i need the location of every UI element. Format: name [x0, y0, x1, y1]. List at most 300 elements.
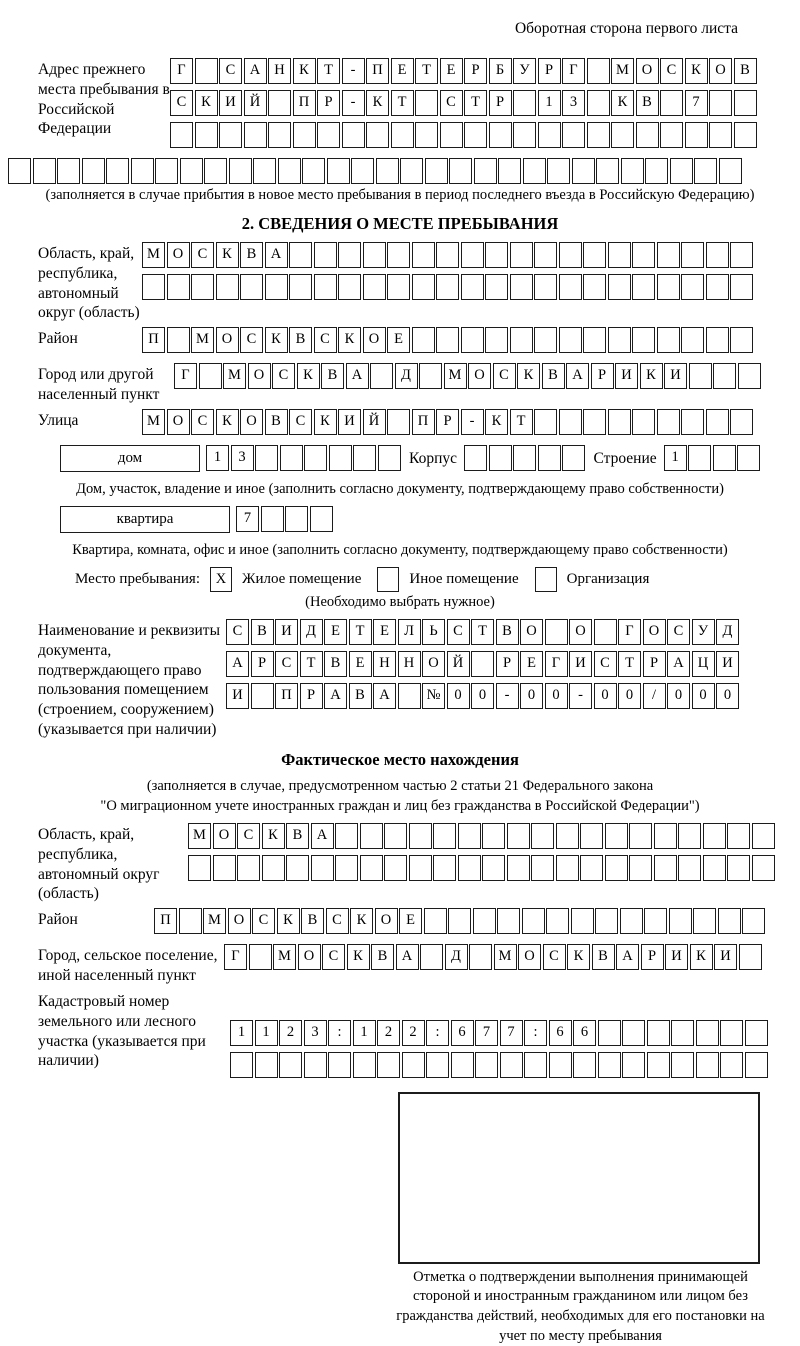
form-cell[interactable] — [327, 158, 350, 184]
form-cell[interactable] — [497, 908, 520, 934]
form-cell[interactable]: К — [216, 242, 239, 268]
form-cell[interactable]: 3 — [304, 1020, 327, 1046]
form-cell[interactable] — [338, 242, 361, 268]
form-cell[interactable]: К — [517, 363, 540, 389]
form-cell[interactable]: А — [324, 683, 347, 709]
form-cell[interactable]: Е — [399, 908, 422, 934]
form-cell[interactable]: С — [322, 944, 345, 970]
form-cell[interactable] — [538, 445, 561, 471]
form-cell[interactable]: И — [219, 90, 242, 116]
form-cell[interactable]: И — [569, 651, 592, 677]
form-cell[interactable]: Р — [538, 58, 561, 84]
form-cell[interactable] — [398, 683, 421, 709]
form-cell[interactable] — [179, 908, 202, 934]
form-cell[interactable]: К — [347, 944, 370, 970]
form-cell[interactable]: В — [321, 363, 344, 389]
form-cell[interactable] — [57, 158, 80, 184]
form-cell[interactable]: О — [468, 363, 491, 389]
form-cell[interactable]: У — [692, 619, 715, 645]
form-cell[interactable] — [244, 122, 267, 148]
form-cell[interactable] — [734, 90, 757, 116]
form-cell[interactable] — [461, 274, 484, 300]
form-cell[interactable]: 0 — [667, 683, 690, 709]
form-cell[interactable]: 0 — [471, 683, 494, 709]
form-cell[interactable]: И — [665, 944, 688, 970]
form-cell[interactable] — [596, 158, 619, 184]
form-cell[interactable] — [632, 409, 655, 435]
form-cell[interactable] — [131, 158, 154, 184]
form-cell[interactable] — [549, 1052, 572, 1078]
form-cell[interactable]: Н — [373, 651, 396, 677]
form-cell[interactable] — [709, 90, 732, 116]
form-cell[interactable]: П — [293, 90, 316, 116]
form-cell[interactable]: В — [324, 651, 347, 677]
form-cell[interactable]: И — [338, 409, 361, 435]
form-cell[interactable] — [314, 242, 337, 268]
form-cell[interactable] — [268, 90, 291, 116]
form-cell[interactable] — [745, 1052, 768, 1078]
form-cell[interactable] — [678, 855, 701, 881]
form-cell[interactable]: В — [265, 409, 288, 435]
form-cell[interactable]: М — [273, 944, 296, 970]
form-cell[interactable] — [696, 1020, 719, 1046]
form-cell[interactable] — [713, 363, 736, 389]
form-cell[interactable] — [458, 855, 481, 881]
form-cell[interactable] — [719, 158, 742, 184]
form-cell[interactable]: 1 — [206, 445, 229, 471]
form-cell[interactable] — [703, 823, 726, 849]
form-cell[interactable] — [587, 58, 610, 84]
form-cell[interactable] — [718, 908, 741, 934]
form-cell[interactable] — [507, 855, 530, 881]
form-cell[interactable]: Р — [436, 409, 459, 435]
form-cell[interactable]: 6 — [573, 1020, 596, 1046]
form-cell[interactable] — [237, 855, 260, 881]
form-cell[interactable] — [657, 274, 680, 300]
form-cell[interactable] — [353, 1052, 376, 1078]
form-cell[interactable]: Н — [398, 651, 421, 677]
form-cell[interactable] — [534, 274, 557, 300]
form-cell[interactable] — [534, 242, 557, 268]
form-cell[interactable] — [706, 274, 729, 300]
form-cell[interactable] — [605, 855, 628, 881]
form-cell[interactable] — [458, 823, 481, 849]
form-cell[interactable] — [629, 823, 652, 849]
form-cell[interactable] — [538, 122, 561, 148]
form-cell[interactable]: Е — [373, 619, 396, 645]
form-cell[interactable]: М — [494, 944, 517, 970]
form-cell[interactable]: К — [485, 409, 508, 435]
form-cell[interactable]: Р — [300, 683, 323, 709]
form-cell[interactable]: С — [237, 823, 260, 849]
form-cell[interactable]: Р — [643, 651, 666, 677]
form-cell[interactable] — [376, 158, 399, 184]
form-cell[interactable] — [583, 274, 606, 300]
form-cell[interactable]: А — [667, 651, 690, 677]
form-cell[interactable] — [464, 445, 487, 471]
form-cell[interactable] — [669, 908, 692, 934]
form-cell[interactable] — [522, 908, 545, 934]
form-cell[interactable]: 1 — [353, 1020, 376, 1046]
form-cell[interactable] — [647, 1052, 670, 1078]
form-cell[interactable] — [448, 908, 471, 934]
form-cell[interactable] — [229, 158, 252, 184]
form-cell[interactable] — [611, 122, 634, 148]
form-cell[interactable]: Г — [174, 363, 197, 389]
form-cell[interactable] — [660, 122, 683, 148]
form-cell[interactable] — [475, 1052, 498, 1078]
form-cell[interactable]: № — [422, 683, 445, 709]
form-cell[interactable] — [255, 445, 278, 471]
form-cell[interactable] — [587, 122, 610, 148]
form-cell[interactable] — [513, 122, 536, 148]
form-cell[interactable]: 0 — [545, 683, 568, 709]
form-cell[interactable] — [742, 908, 765, 934]
form-cell[interactable]: Г — [618, 619, 641, 645]
form-cell[interactable] — [727, 823, 750, 849]
form-cell[interactable]: Д — [445, 944, 468, 970]
form-cell[interactable]: 0 — [520, 683, 543, 709]
form-cell[interactable] — [482, 823, 505, 849]
form-cell[interactable] — [681, 242, 704, 268]
form-cell[interactable]: С — [667, 619, 690, 645]
form-cell[interactable] — [342, 122, 365, 148]
form-cell[interactable]: 3 — [231, 445, 254, 471]
form-cell[interactable]: Т — [349, 619, 372, 645]
form-cell[interactable] — [489, 445, 512, 471]
form-cell[interactable] — [377, 1052, 400, 1078]
form-cell[interactable] — [335, 855, 358, 881]
form-cell[interactable] — [605, 823, 628, 849]
form-cell[interactable] — [660, 90, 683, 116]
form-cell[interactable]: Й — [363, 409, 386, 435]
form-cell[interactable]: - — [461, 409, 484, 435]
form-cell[interactable]: С — [252, 908, 275, 934]
form-cell[interactable] — [730, 274, 753, 300]
form-cell[interactable] — [737, 445, 760, 471]
form-cell[interactable]: А — [311, 823, 334, 849]
form-cell[interactable] — [436, 274, 459, 300]
form-cell[interactable] — [545, 619, 568, 645]
form-cell[interactable] — [727, 855, 750, 881]
form-cell[interactable] — [461, 327, 484, 353]
form-cell[interactable]: О — [375, 908, 398, 934]
form-cell[interactable] — [213, 855, 236, 881]
form-cell[interactable]: Г — [545, 651, 568, 677]
form-cell[interactable] — [335, 823, 358, 849]
form-cell[interactable]: М — [142, 242, 165, 268]
form-cell[interactable]: К — [277, 908, 300, 934]
form-cell[interactable] — [598, 1052, 621, 1078]
form-cell[interactable]: Е — [440, 58, 463, 84]
form-cell[interactable]: Т — [618, 651, 641, 677]
form-cell[interactable] — [351, 158, 374, 184]
form-cell[interactable] — [654, 855, 677, 881]
form-cell[interactable]: С — [289, 409, 312, 435]
form-cell[interactable] — [745, 1020, 768, 1046]
form-cell[interactable] — [556, 823, 579, 849]
form-cell[interactable]: Р — [591, 363, 614, 389]
form-cell[interactable]: И — [664, 363, 687, 389]
form-cell[interactable]: Е — [520, 651, 543, 677]
form-cell[interactable]: О — [569, 619, 592, 645]
form-cell[interactable] — [419, 363, 442, 389]
form-cell[interactable] — [412, 327, 435, 353]
form-cell[interactable] — [709, 122, 732, 148]
form-cell[interactable]: Ц — [692, 651, 715, 677]
form-cell[interactable] — [180, 158, 203, 184]
other-premises-checkbox[interactable] — [377, 567, 399, 592]
form-cell[interactable] — [657, 242, 680, 268]
form-cell[interactable] — [571, 908, 594, 934]
form-cell[interactable] — [654, 823, 677, 849]
form-cell[interactable] — [360, 823, 383, 849]
form-cell[interactable] — [167, 274, 190, 300]
form-cell[interactable]: М — [203, 908, 226, 934]
form-cell[interactable] — [622, 1020, 645, 1046]
form-cell[interactable] — [657, 409, 680, 435]
form-cell[interactable]: 2 — [279, 1020, 302, 1046]
form-cell[interactable] — [289, 242, 312, 268]
form-cell[interactable]: А — [346, 363, 369, 389]
form-cell[interactable] — [378, 445, 401, 471]
form-cell[interactable]: И — [716, 651, 739, 677]
form-cell[interactable]: О — [240, 409, 263, 435]
form-cell[interactable]: 6 — [451, 1020, 474, 1046]
form-cell[interactable] — [317, 122, 340, 148]
form-cell[interactable] — [681, 409, 704, 435]
form-cell[interactable] — [436, 242, 459, 268]
form-cell[interactable]: Е — [387, 327, 410, 353]
form-cell[interactable]: К — [216, 409, 239, 435]
form-cell[interactable] — [694, 158, 717, 184]
form-cell[interactable]: А — [396, 944, 419, 970]
form-cell[interactable]: Т — [391, 90, 414, 116]
form-cell[interactable]: В — [349, 683, 372, 709]
form-cell[interactable]: 0 — [716, 683, 739, 709]
form-cell[interactable] — [645, 158, 668, 184]
form-cell[interactable]: 0 — [692, 683, 715, 709]
form-cell[interactable]: К — [265, 327, 288, 353]
form-cell[interactable] — [420, 944, 443, 970]
form-cell[interactable] — [685, 122, 708, 148]
form-cell[interactable] — [485, 327, 508, 353]
form-cell[interactable]: К — [366, 90, 389, 116]
form-cell[interactable] — [706, 242, 729, 268]
form-cell[interactable] — [82, 158, 105, 184]
form-cell[interactable] — [562, 445, 585, 471]
form-cell[interactable]: О — [518, 944, 541, 970]
form-cell[interactable] — [384, 823, 407, 849]
form-cell[interactable] — [580, 855, 603, 881]
form-cell[interactable] — [513, 90, 536, 116]
form-cell[interactable] — [559, 409, 582, 435]
form-cell[interactable] — [412, 242, 435, 268]
form-cell[interactable]: 0 — [447, 683, 470, 709]
form-cell[interactable]: Й — [447, 651, 470, 677]
form-cell[interactable]: Т — [300, 651, 323, 677]
form-cell[interactable]: С — [272, 363, 295, 389]
form-cell[interactable] — [170, 122, 193, 148]
form-cell[interactable]: : — [524, 1020, 547, 1046]
form-cell[interactable]: Р — [496, 651, 519, 677]
form-cell[interactable] — [559, 242, 582, 268]
form-cell[interactable]: А — [244, 58, 267, 84]
form-cell[interactable]: В — [592, 944, 615, 970]
form-cell[interactable] — [482, 855, 505, 881]
form-cell[interactable]: О — [363, 327, 386, 353]
form-cell[interactable]: : — [426, 1020, 449, 1046]
form-cell[interactable]: У — [513, 58, 536, 84]
form-cell[interactable] — [594, 619, 617, 645]
form-cell[interactable] — [531, 855, 554, 881]
form-cell[interactable] — [671, 1052, 694, 1078]
form-cell[interactable] — [199, 363, 222, 389]
form-cell[interactable]: Б — [489, 58, 512, 84]
form-cell[interactable] — [261, 506, 284, 532]
form-cell[interactable] — [706, 327, 729, 353]
form-cell[interactable]: О — [248, 363, 271, 389]
form-cell[interactable] — [636, 122, 659, 148]
form-cell[interactable]: Д — [300, 619, 323, 645]
form-cell[interactable] — [311, 855, 334, 881]
form-cell[interactable] — [608, 409, 631, 435]
form-cell[interactable]: С — [275, 651, 298, 677]
form-cell[interactable] — [33, 158, 56, 184]
form-cell[interactable] — [142, 274, 165, 300]
form-cell[interactable]: К — [350, 908, 373, 934]
form-cell[interactable] — [583, 327, 606, 353]
form-cell[interactable]: 2 — [377, 1020, 400, 1046]
form-cell[interactable]: - — [342, 90, 365, 116]
form-cell[interactable] — [713, 445, 736, 471]
form-cell[interactable] — [449, 158, 472, 184]
form-cell[interactable] — [353, 445, 376, 471]
form-cell[interactable] — [739, 944, 762, 970]
form-cell[interactable] — [587, 90, 610, 116]
form-cell[interactable]: Т — [317, 58, 340, 84]
form-cell[interactable] — [510, 242, 533, 268]
form-cell[interactable]: С — [219, 58, 242, 84]
form-cell[interactable] — [671, 1020, 694, 1046]
form-cell[interactable] — [464, 122, 487, 148]
form-cell[interactable]: К — [611, 90, 634, 116]
form-cell[interactable]: К — [690, 944, 713, 970]
form-cell[interactable] — [415, 90, 438, 116]
form-cell[interactable]: В — [636, 90, 659, 116]
form-cell[interactable]: 3 — [562, 90, 585, 116]
form-cell[interactable]: А — [566, 363, 589, 389]
form-cell[interactable]: О — [643, 619, 666, 645]
form-cell[interactable] — [730, 327, 753, 353]
form-cell[interactable] — [191, 274, 214, 300]
form-cell[interactable]: В — [371, 944, 394, 970]
form-cell[interactable] — [402, 1052, 425, 1078]
form-cell[interactable]: Т — [415, 58, 438, 84]
form-cell[interactable] — [632, 327, 655, 353]
form-cell[interactable]: С — [191, 242, 214, 268]
form-cell[interactable]: П — [366, 58, 389, 84]
form-cell[interactable] — [415, 122, 438, 148]
form-cell[interactable] — [608, 274, 631, 300]
form-cell[interactable]: Г — [170, 58, 193, 84]
form-cell[interactable] — [562, 122, 585, 148]
form-cell[interactable] — [8, 158, 31, 184]
form-cell[interactable]: Д — [395, 363, 418, 389]
form-cell[interactable] — [524, 1052, 547, 1078]
form-cell[interactable]: К — [640, 363, 663, 389]
form-cell[interactable]: О — [298, 944, 321, 970]
form-cell[interactable] — [644, 908, 667, 934]
organization-checkbox[interactable] — [535, 567, 557, 592]
form-cell[interactable]: Й — [244, 90, 267, 116]
form-cell[interactable]: П — [142, 327, 165, 353]
form-cell[interactable] — [268, 122, 291, 148]
form-cell[interactable]: С — [170, 90, 193, 116]
form-cell[interactable]: Е — [349, 651, 372, 677]
form-cell[interactable]: М — [444, 363, 467, 389]
form-cell[interactable] — [253, 158, 276, 184]
form-cell[interactable] — [106, 158, 129, 184]
form-cell[interactable]: Е — [391, 58, 414, 84]
form-cell[interactable]: С — [314, 327, 337, 353]
form-cell[interactable] — [471, 651, 494, 677]
form-cell[interactable]: С — [493, 363, 516, 389]
form-cell[interactable]: С — [594, 651, 617, 677]
form-cell[interactable]: 7 — [475, 1020, 498, 1046]
form-cell[interactable]: М — [223, 363, 246, 389]
form-cell[interactable] — [696, 1052, 719, 1078]
form-cell[interactable] — [255, 1052, 278, 1078]
form-cell[interactable] — [433, 823, 456, 849]
form-cell[interactable] — [681, 274, 704, 300]
form-cell[interactable]: Г — [224, 944, 247, 970]
form-cell[interactable]: Е — [324, 619, 347, 645]
form-cell[interactable] — [249, 944, 272, 970]
form-cell[interactable] — [469, 944, 492, 970]
form-cell[interactable]: / — [643, 683, 666, 709]
form-cell[interactable] — [363, 242, 386, 268]
form-cell[interactable] — [195, 122, 218, 148]
form-cell[interactable]: Г — [562, 58, 585, 84]
form-cell[interactable] — [436, 327, 459, 353]
form-cell[interactable] — [195, 58, 218, 84]
form-cell[interactable]: В — [542, 363, 565, 389]
form-cell[interactable] — [363, 274, 386, 300]
form-cell[interactable]: К — [567, 944, 590, 970]
form-cell[interactable]: Р — [317, 90, 340, 116]
form-cell[interactable]: И — [275, 619, 298, 645]
form-cell[interactable]: О — [709, 58, 732, 84]
form-cell[interactable]: 0 — [594, 683, 617, 709]
form-cell[interactable] — [387, 242, 410, 268]
form-cell[interactable] — [461, 242, 484, 268]
form-cell[interactable]: О — [422, 651, 445, 677]
form-cell[interactable] — [632, 274, 655, 300]
apartment-type-box[interactable]: квартира — [60, 506, 230, 533]
form-cell[interactable]: П — [275, 683, 298, 709]
form-cell[interactable]: К — [338, 327, 361, 353]
form-cell[interactable] — [400, 158, 423, 184]
form-cell[interactable]: Н — [268, 58, 291, 84]
form-cell[interactable] — [632, 242, 655, 268]
form-cell[interactable]: С — [543, 944, 566, 970]
form-cell[interactable] — [670, 158, 693, 184]
form-cell[interactable] — [279, 1052, 302, 1078]
form-cell[interactable] — [409, 823, 432, 849]
form-cell[interactable] — [510, 274, 533, 300]
form-cell[interactable] — [265, 274, 288, 300]
